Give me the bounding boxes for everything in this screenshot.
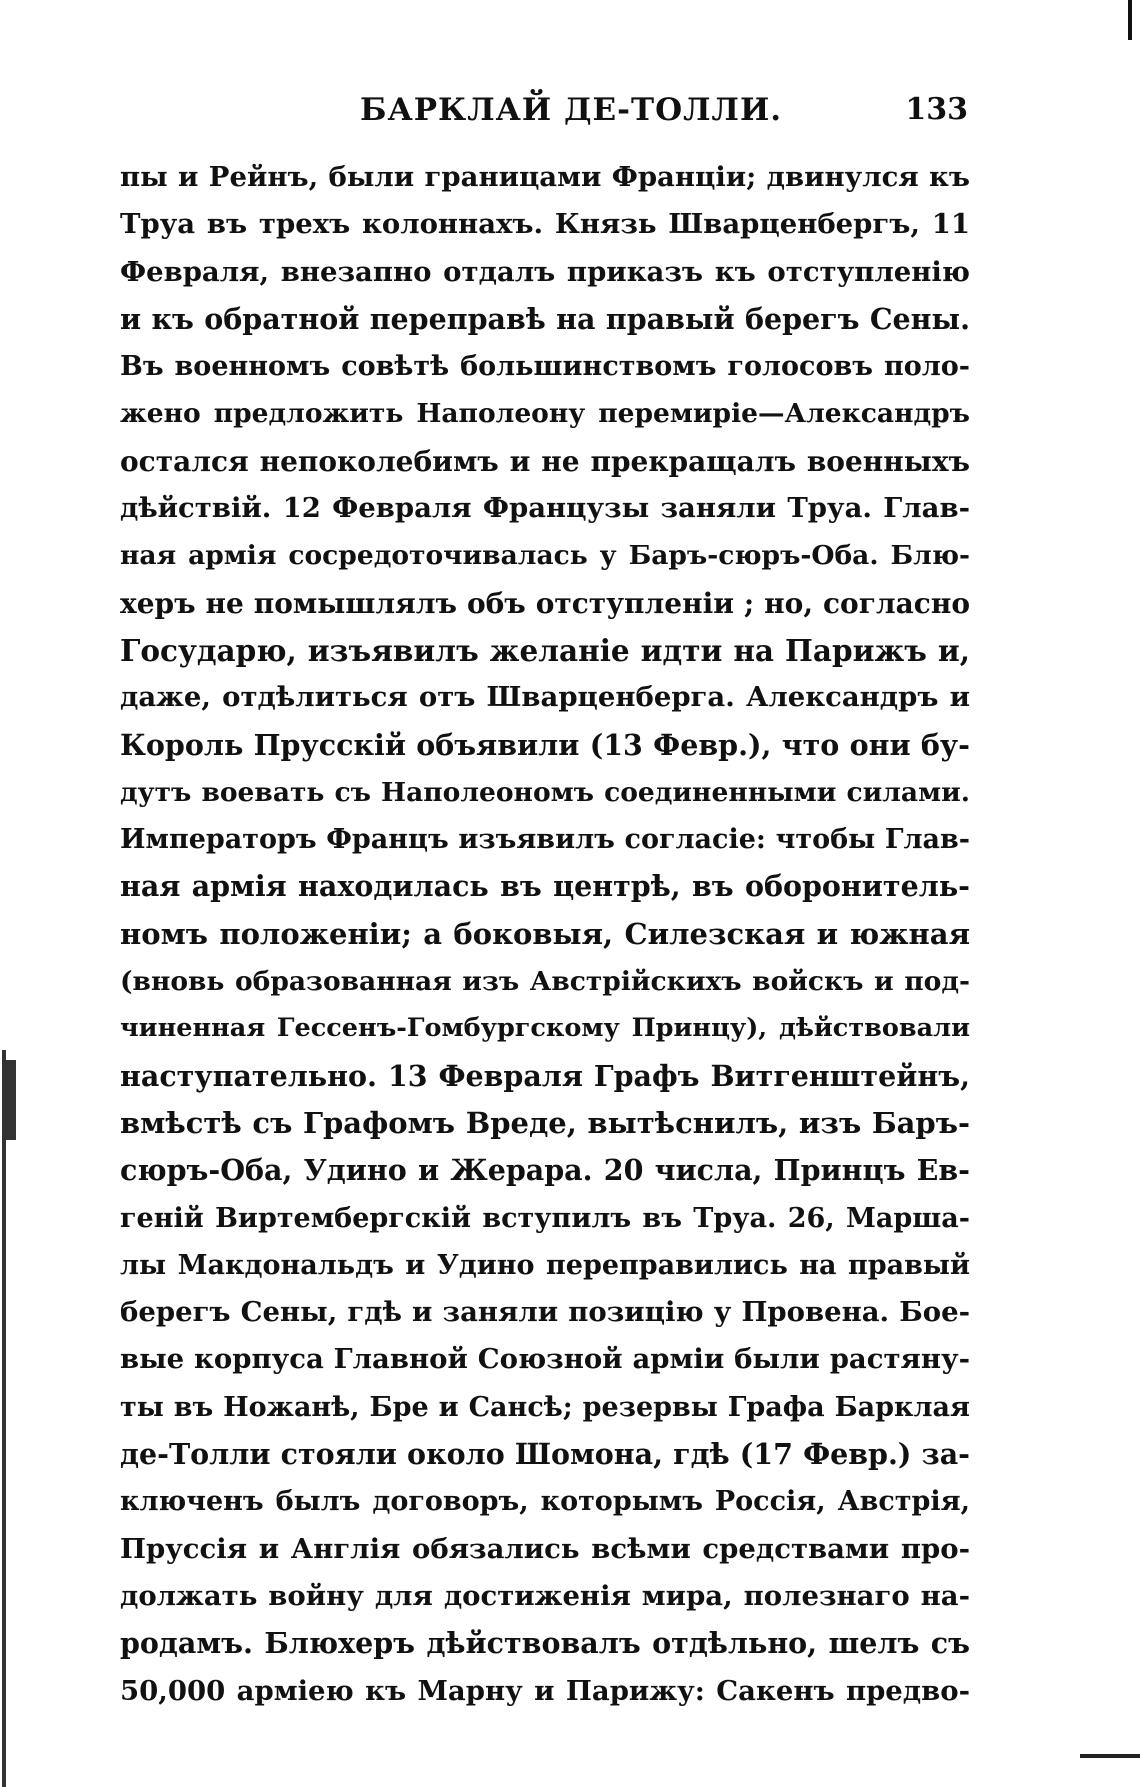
- text-line: ты въ Ножанѣ, Бре и Сансѣ; резервы Графа Барклая: [120, 1391, 970, 1423]
- text-line: пы и Рейнъ, были границами Франціи; двинулся къ: [120, 161, 970, 193]
- text-line: (вновь образованная изъ Австрійскихъ войскъ и под-: [120, 966, 970, 998]
- text-line: родамъ. Блюхеръ дѣйствовалъ отдѣльно, шелъ съ: [120, 1626, 970, 1661]
- text-line: де-Толли стояли около Шомона, гдѣ (17 Февр.) за-: [120, 1437, 970, 1472]
- text-line: ная армія сосредоточивалась у Баръ-сюръ-Оба. Блю-: [120, 540, 970, 572]
- running-header: [120, 92, 970, 142]
- text-line: Король Прусскій объявили (13 Февр.), что они бу-: [120, 727, 970, 762]
- text-line: и къ обратной переправѣ на правый берегъ Сены.: [120, 301, 970, 336]
- text-line: Труа въ трехъ колоннахъ. Князь Шварценбергъ, 11: [120, 208, 970, 241]
- text-line: берегъ Сены, гдѣ и заняли позицію у Провена. Бое-: [120, 1296, 970, 1329]
- text-line: Императоръ Францъ изъявилъ согласіе: чтобы Глав-: [120, 824, 970, 856]
- text-line: даже, отдѣлиться отъ Шварценберга. Александръ и: [120, 681, 970, 714]
- page-edge-mark-bottom: [1080, 1754, 1140, 1758]
- text-line: вые корпуса Главной Союзной арміи были растяну-: [120, 1343, 970, 1376]
- page-number: 133: [905, 92, 968, 127]
- text-line: Въ военномъ совѣтѣ большинствомъ голосовъ поло-: [120, 351, 970, 383]
- page-gutter-edge: [2, 1050, 6, 1787]
- text-line: вмѣстѣ съ Графомъ Вреде, вытѣснилъ, изъ Баръ-: [120, 1105, 970, 1140]
- text-line: наступательно. 13 Февраля Графъ Витгенштейнъ,: [120, 1058, 970, 1093]
- text-line: Пруссія и Англія обязались всѣми средствами про-: [120, 1532, 970, 1565]
- text-line: должать войну для достиженія мира, полезнаго на-: [120, 1579, 970, 1612]
- text-line: Государю, изъявилъ желаніе идти на Парижъ и,: [120, 632, 970, 668]
- body-text: [120, 154, 970, 1715]
- text-line: сюръ-Оба, Удино и Жерара. 20 числа, Принцъ Ев-: [120, 1153, 970, 1188]
- text-line: Февраля, внезапно отдалъ приказъ къ отступленію: [120, 255, 970, 288]
- text-line: ключенъ былъ договоръ, которымъ Россія, Австрія,: [120, 1486, 970, 1518]
- page-gutter-mark: [6, 1060, 16, 1140]
- text-line: жено предложить Наполеону перемиріе—Александръ: [120, 398, 970, 430]
- text-line: номъ положеніи; а боковыя, Силезская и южная: [120, 916, 970, 951]
- text-line: херъ не помышлялъ объ отступленіи ; но, согласно: [120, 586, 970, 620]
- text-line: остался непоколебимъ и не прекращалъ военныхъ: [120, 444, 970, 478]
- text-line: дутъ воевать съ Наполеономъ соединенными силами.: [120, 776, 970, 808]
- page-edge-mark: [1128, 0, 1132, 40]
- text-line: дѣйствій. 12 Февраля Французы заняли Труа. Глав-: [120, 492, 970, 525]
- text-line: лы Макдональдъ и Удино переправились на правый: [120, 1249, 970, 1281]
- text-line: ная армія находилась въ центрѣ, въ оборонитель-: [120, 869, 970, 904]
- text-line: 50,000 арміею къ Марну и Парижу: Сакенъ предво-: [120, 1674, 970, 1707]
- text-line: геній Виртембергскій вступилъ въ Труа. 26, Марша-: [120, 1202, 970, 1234]
- text-line: чиненная Гессенъ-Гомбургскому Принцу), дѣйствовали: [120, 1013, 970, 1044]
- running-title: БАРКЛАЙ ДЕ-ТОЛЛИ.: [360, 92, 783, 128]
